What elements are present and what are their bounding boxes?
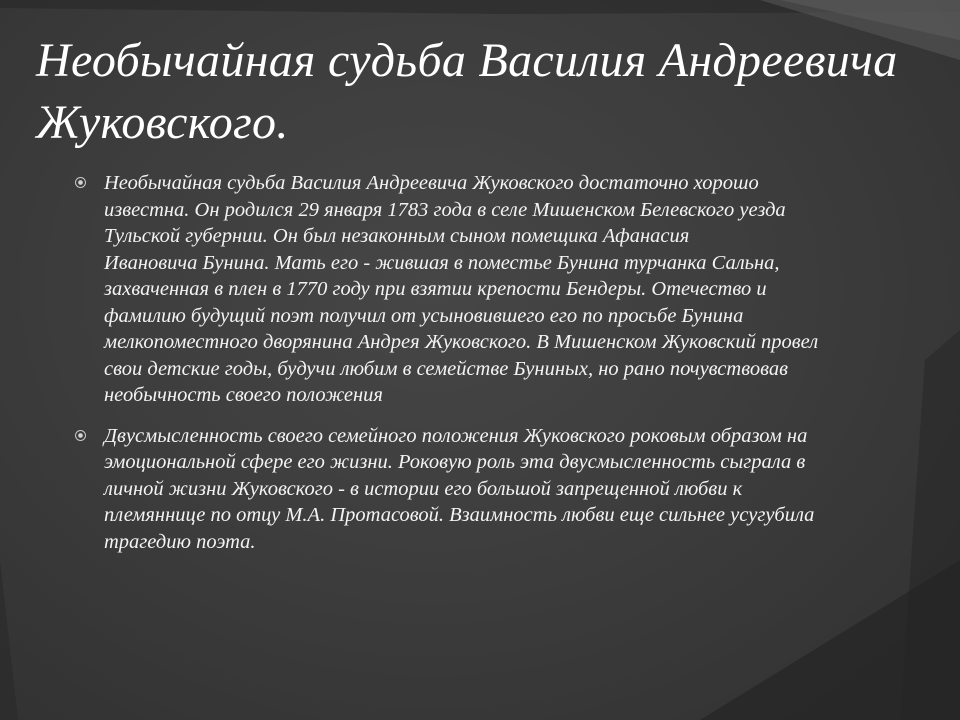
bullet-item (66, 423, 826, 556)
slide-title (36, 30, 916, 154)
bullet-text: Двусмысленность своего семейного положения Жуковского роковым образом на эмоциональной сфере его жизни. Роковую роль эта двусмысленность сыграла в личной жизни Жуковского - в истории его большой запрещенной любви к племяннице по отцу М.А. Протасовой. Взаимность любви еще сильнее усугубила трагедию поэта. (104, 424, 815, 553)
bullet-text: Необычайная судьба Василия Андреевича Жуковского достаточно хорошо известна. Он родился 29 января 1783 года в селе Мишенском Белевского уезда Тульской губернии. Он был незаконным сыном помещика Афанасия Ивановича Бунина. Мать его - жившая в поместье Бунина турчанка Сальна, захваченная в плен в 1770 году при взятии крепости Бендеры. Отечество и фамилию будущий поэт получил от усыновившего его по просьбе Бунина мелкопоместного дворянина Андрея Жуковского. В Мишенском Жуковский провел свои детские годы, будучи любим в семействе Буниных, но рано почувствовав необычность своего положения (104, 172, 819, 406)
circle-dot-icon (75, 177, 86, 188)
bullet-item (66, 170, 826, 409)
circle-dot-icon (75, 430, 86, 441)
bottom-right-corner-shape (700, 560, 960, 720)
bullet-list (66, 170, 826, 569)
slide-title-text: Необычайная судьба Василия Андреевича Жуковского. (36, 34, 898, 149)
left-edge-shape (0, 560, 18, 720)
